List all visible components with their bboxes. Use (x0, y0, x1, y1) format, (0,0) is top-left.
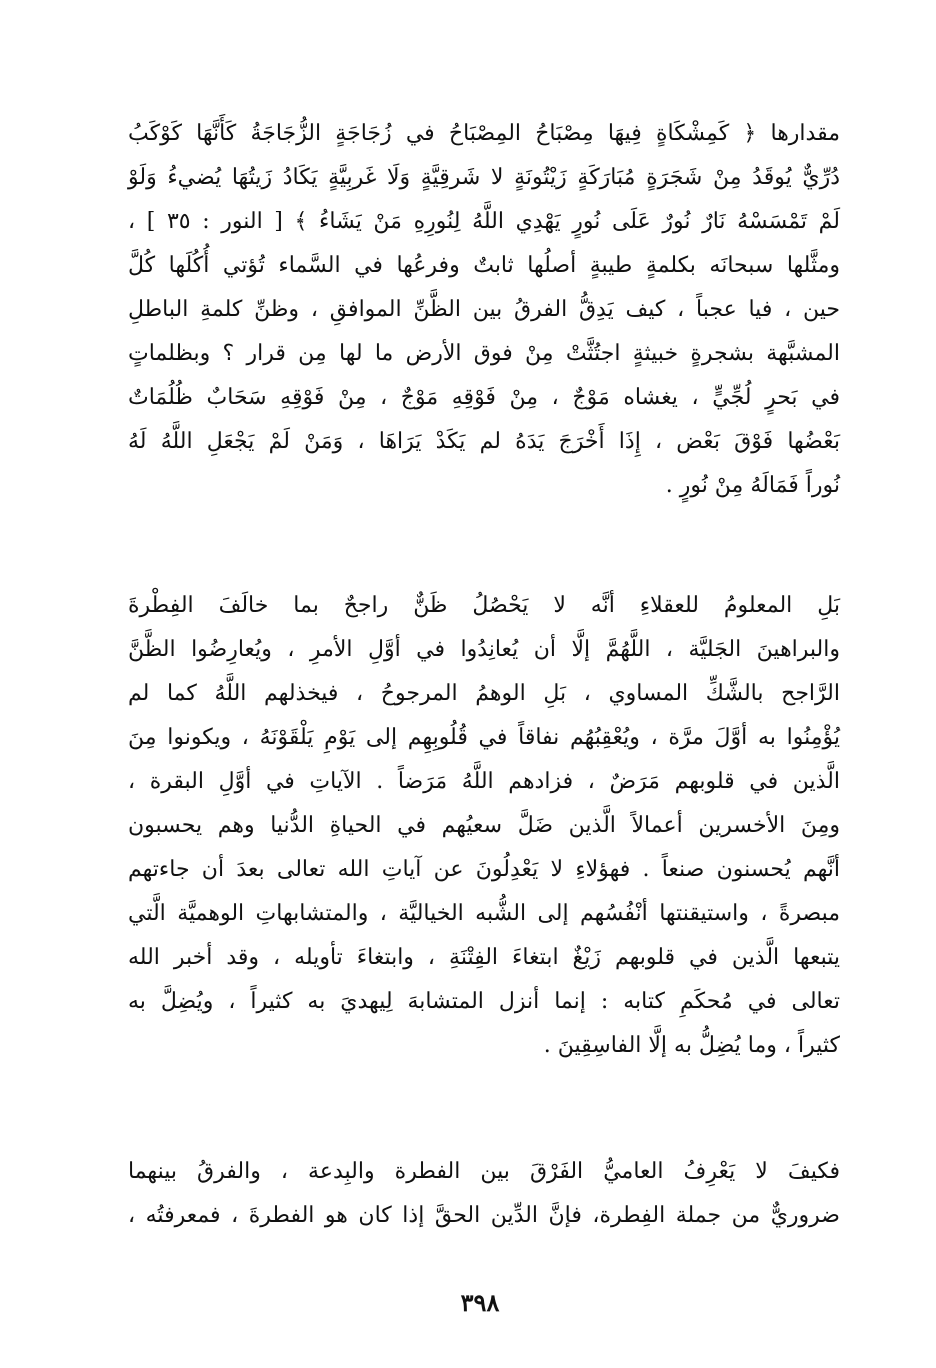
text-line: مبصرةً ، واستيقنتها أنْفُسُهم إلى الشُّبه الخياليَّة ، والمتشابهاتِ الوهميَّة الَّتي (128, 901, 840, 926)
text-line: لَمْ تَمْسَسْهُ نَارٌ نُورٌ عَلَى نُورٍ يَهْدِي اللَّهُ لِنُورِهِ مَنْ يَشَاءُ ﴾ [ النور : ٣٥ ] ، (128, 209, 841, 234)
text-line: مقدارها ﴿ كَمِشْكَاةٍ فِيهَا مِصْبَاحُ المِصْبَاحُ في زُجَاجَةٍ الزُّجَاجَةُ كَأَنَّهَا كَوْكَبُ (128, 121, 840, 146)
text-line: حين ، فيا عجباً ، كيف يَدِقُّ الفرقُ بين الظَّنِّ الموافقِ ، وظنِّ كلمةِ الباطلِ (128, 297, 840, 322)
paragraph-1 (128, 112, 840, 508)
text-line: ومِنَ الأخسرين أعمالاً الَّذين ضَلَّ سعيُهم في الحياةِ الدُّنيا وهم يحسبون (128, 813, 840, 838)
paragraph-3 (128, 1150, 840, 1238)
text-line: فكيفَ لا يَعْرِفُ العاميُّ الفَرْقَ بين الفطرة والبِدعة ، والفرقُ بينهما (128, 1159, 840, 1184)
text-line: والبراهينَ الجَليَّة ، اللَّهُمَّ إلَّا أن يُعانِدُوا في أوَّلِ الأمرِ ، ويُعارِضُوا الظَّنَّ (128, 637, 840, 662)
text-line: يتبعها الَّذين في قلوبهم زَيْغٌ ابتغاءَ الفِتْنَةِ ، وابتغاءَ تأويله ، وقد أخبر الله (128, 945, 840, 970)
text-line: كثيراً ، وما يُضِلُّ به إلَّا الفاسِقِينَ . (543, 1033, 840, 1058)
text-line: ضروريٌّ من جملة الفِطرة، فإنَّ الدِّين الحقَّ إذا كان هو الفطرةَ ، فمعرفتُه ، (128, 1203, 840, 1228)
text-line: نُوراً فَمَالَهُ مِنْ نُورٍ . (665, 473, 840, 498)
paragraph-2 (128, 584, 840, 1068)
text-line: في بَحرٍ لُجِّيٍّ ، يغشاه مَوْجٌ ، مِنْ فَوْقِهِ مَوْجٌ ، مِنْ فَوْقِهِ سَحَابٌ ظُلُمَاتٌ (128, 385, 840, 410)
text-line: تعالى في مُحكَمِ كتابه : إنما أنزل المتشابهَ لِيهديَ به كثيراً ، ويُضِلَّ به (128, 989, 840, 1014)
text-line: ومثَّلها سبحانَه بكلمةٍ طيبةٍ أصلُها ثابتٌ وفرعُها في السَّماء تُؤتي أُكُلَها كُلَّ (128, 253, 840, 278)
text-line: الرَّاجح بالشَّكِّ المساوي ، بَلِ الوهمُ المرجوحُ ، فيخذلهم اللَّهُ كما لم (128, 681, 840, 706)
text-line: المشبَّهة بشجرةٍ خبيثةٍ اجتُثَّتْ مِنْ فوق الأرض ما لها مِن قرار ؟ وبظلماتٍ (128, 341, 840, 366)
text-line: يُؤْمِنُوا به أوَّلَ مرَّة ، ويُعْقِبُهُم نفاقاً في قُلُوبِهِم إلى يَوْمِ يَلْقَوْنَهُ ، ويكونوا مِنَ (128, 725, 840, 750)
text-line: بَعْضُها فَوْقَ بَعْض ، إِذَا أَخْرَجَ يَدَهُ لم يَكَدْ يَرَاهَا ، وَمَنْ لَمْ يَجْعَلِ اللَّهُ لَهُ (128, 429, 840, 454)
text-line: بَلِ المعلومُ للعقلاءِ أنَّه لا يَحْصُلُ ظَنٌّ راجحٌ بما خالَفَ الفِطْرةَ (128, 593, 840, 618)
page-number: ٣٩٨ (460, 1288, 500, 1317)
text-line: أنَّهم يُحسنون صنعاً . فهؤلاءِ لا يَعْدِلُونَ عن آياتِ الله تعالى بعدَ أن جاءتهم (128, 857, 840, 882)
text-line: دُرِّيٌّ يُوقَدُ مِنْ شَجَرَةٍ مُبَارَكَةٍ زَيْتُونَةٍ لا شَرقِيَّةٍ وَلَا غَربِيَّةٍ يَكَادُ زَيتُهَا يُضيءُ وَلَوْ (128, 165, 840, 190)
text-line: الَّذين في قلوبهم مَرَضٌ ، فزادهم اللَّهُ مَرَضاً . الآياتِ في أوَّلِ البقرة ، (128, 769, 840, 794)
